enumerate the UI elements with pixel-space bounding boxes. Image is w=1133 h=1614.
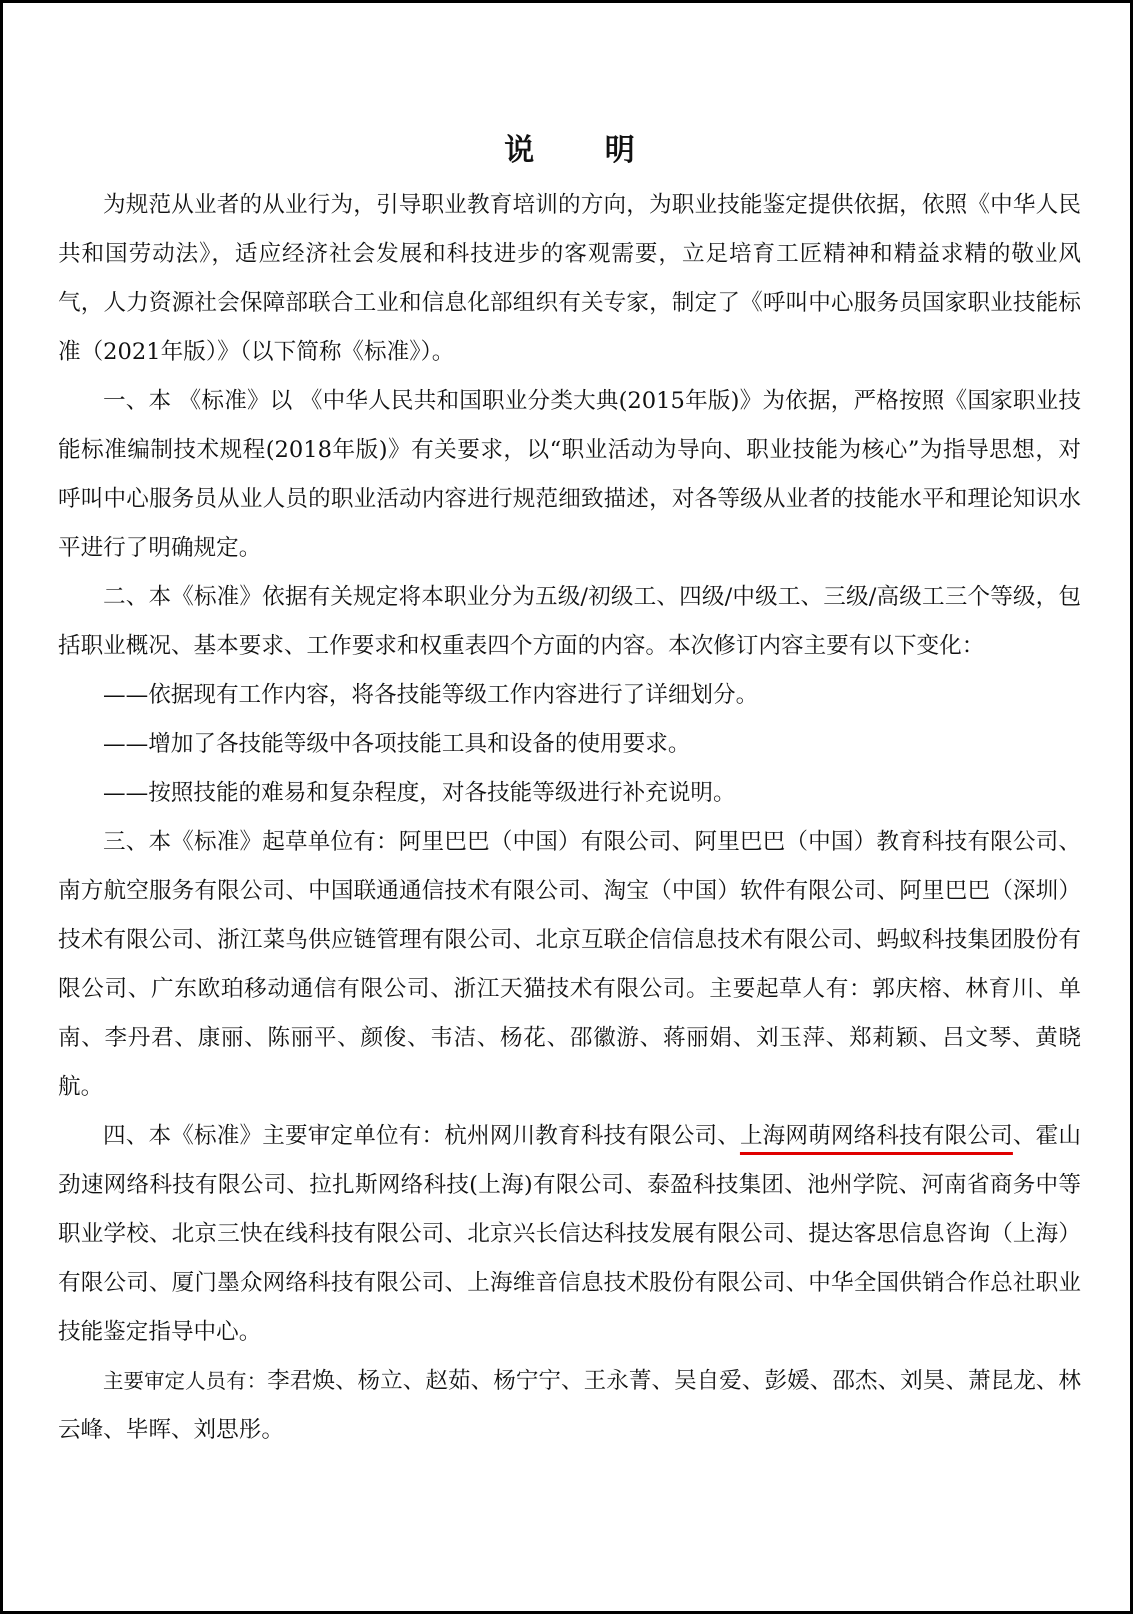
reviewers-list: 李君焕、杨立、赵茹、杨宁宁、王永菁、吴自爱、彭媛、邵杰、刘昊、萧昆龙、林云峰、毕晖、刘思彤。 <box>58 1368 1082 1443</box>
change-item-1: ——依据现有工作内容，将各技能等级工作内容进行了详细划分。 <box>103 682 759 708</box>
reviewers-label: 主要审定人员有： <box>103 1369 268 1393</box>
change-item-2: ——增加了各技能等级中各项技能工具和设备的使用要求。 <box>103 731 691 757</box>
reviewers-paragraph <box>58 1357 1081 1455</box>
highlighted-company: 上海网萌网络科技有限公司 <box>739 1123 1013 1149</box>
document-body <box>58 121 1081 1455</box>
section-3-paragraph: 三、本《标准》起草单位有：阿里巴巴（中国）有限公司、阿里巴巴（中国）教育科技有限公司、南方航空服务有限公司、中国联通通信技术有限公司、淘宝（中国）软件有限公司、阿里巴巴（深圳）技术有限公司、浙江菜鸟供应链管理有限公司、北京互联企信信息技术有限公司、蚂蚁科技集团股份有限公司、广东欧珀移动通信有限公司、浙江天猫技术有限公司。主要起草人有：郭庆榕、林育川、单南、李丹君、康丽、陈丽平、颜俊、韦洁、杨花、邵徽游、蒋丽娟、刘玉萍、郑莉颖、吕文琴、黄晓航。 <box>58 829 1081 1100</box>
section-4-paragraph <box>58 1112 1081 1357</box>
change-item-3: ——按照技能的难易和复杂程度，对各技能等级进行补充说明。 <box>103 780 736 806</box>
intro-paragraph: 为规范从业者的从业行为，引导职业教育培训的方向，为职业技能鉴定提供依据，依照《中华人民共和国劳动法》，适应经济社会发展和科技进步的客观需要，立足培育工匠精神和精益求精的敬业风气，人力资源社会保障部联合工业和信息化部组织有关专家，制定了《呼叫中心服务员国家职业技能标准（2021年版）》（以下简称《标准》）。 <box>58 192 1081 365</box>
section-4-text-start: 四、本《标准》主要审定单位有：杭州网川教育科技有限公司、 <box>103 1123 740 1149</box>
section-2-paragraph: 二、本《标准》依据有关规定将本职业分为五级/初级工、四级/中级工、三级/高级工三个等级，包括职业概况、基本要求、工作要求和权重表四个方面的内容。本次修订内容主要有以下变化： <box>58 584 1081 659</box>
section-1-paragraph: 一、本 《标准》以 《中华人民共和国职业分类大典(2015年版)》为依据，严格按照《国家职业技能标准编制技术规程(2018年版)》有关要求，以“职业活动为导向、职业技能为核心”为指导思想，对呼叫中心服务员从业人员的职业活动内容进行规范细致描述，对各等级从业者的技能水平和理论知识水平进行了明确规定。 <box>58 388 1081 561</box>
section-4-text-end: 、霍山劲速网络科技有限公司、拉扎斯网络科技(上海)有限公司、泰盈科技集团、池州学院、河南省商务中等职业学校、北京三快在线科技有限公司、北京兴长信达科技发展有限公司、提达客思信息咨询（上海）有限公司、厦门墨众网络科技有限公司、上海维音信息技术股份有限公司、中华全国供销合作总社职业技能鉴定指导中心。 <box>58 1123 1082 1345</box>
page-title: 说 明 <box>504 133 665 168</box>
